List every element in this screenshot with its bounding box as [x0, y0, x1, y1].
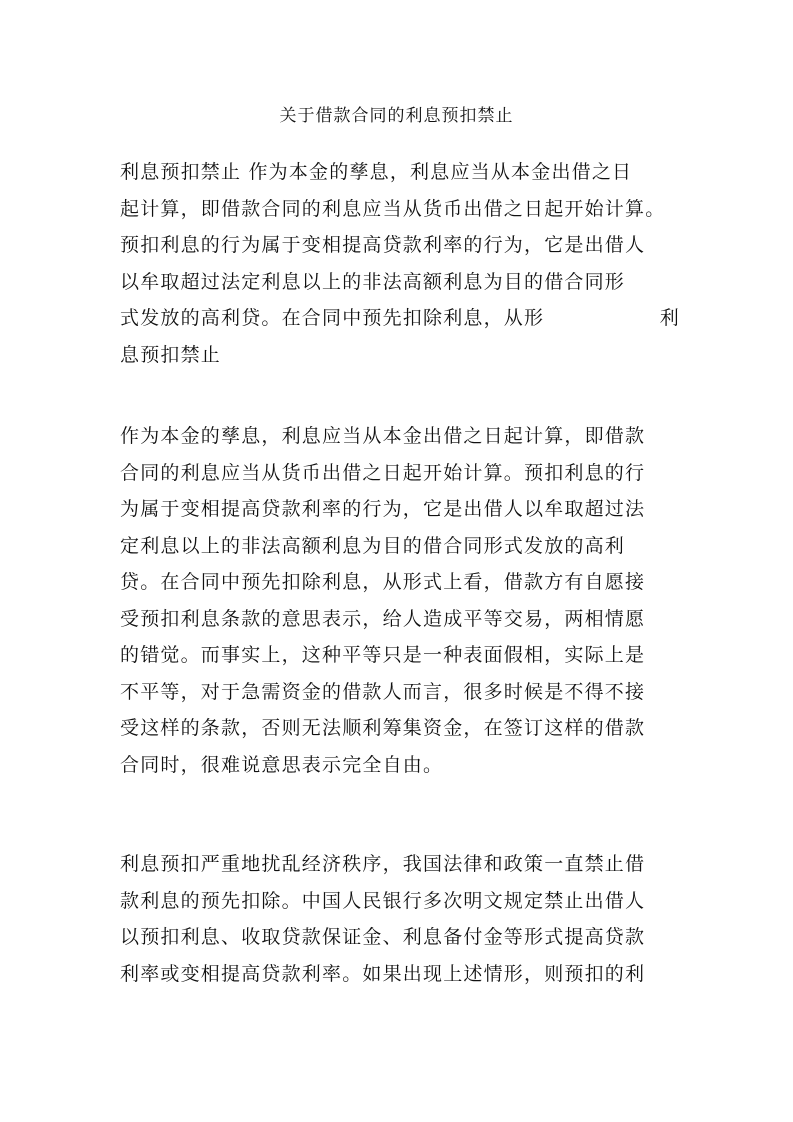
paragraph-3-line: 利息预扣严重地扰乱经济秩序，我国法律和政策一直禁止借: [120, 853, 646, 875]
paragraph-1-line-right: 利: [659, 307, 680, 329]
paragraph-2-line: 受这样的条款，否则无法顺利筹集资金，在签订这样的借款: [120, 717, 646, 739]
paragraph-1-line: 利息预扣禁止 作为本金的孳息，利息应当从本金出借之日: [120, 161, 633, 183]
paragraph-1-line-left: 式发放的高利贷。在合同中预先扣除利息，从形: [120, 307, 545, 329]
paragraph-3: [120, 846, 680, 992]
paragraph-3-line: 款利息的预先扣除。中国人民银行多次明文规定禁止出借人: [120, 889, 646, 912]
document-title: 关于借款合同的利息预扣禁止: [279, 106, 514, 126]
paragraph-2-line: 不平等，对于急需资金的借款人而言，很多时候是不得不接: [120, 680, 646, 703]
paragraph-2-line: 作为本金的孳息，利息应当从本金出借之日起计算，即借款: [120, 425, 646, 447]
paragraph-2-line: 为属于变相提高贷款利率的行为，它是出借人以牟取超过法: [120, 498, 646, 520]
paragraph-1: [120, 154, 680, 373]
paragraph-1-line: 息预扣禁止: [120, 343, 222, 366]
paragraph-2-line: 的错觉。而事实上，这种平等只是一种表面假相，实际上是: [120, 644, 646, 666]
paragraph-2-line: 合同的利息应当从货币出借之日起开始计算。预扣利息的行: [120, 461, 646, 484]
paragraph-2-line: 贷。在合同中预先扣除利息，从形式上看，借款方有自愿接: [120, 571, 646, 593]
paragraph-2-line: 合同时，很难说意思表示完全自由。: [120, 753, 444, 776]
paragraph-2-line: 受预扣利息条款的意思表示，给人造成平等交易，两相情愿: [120, 607, 646, 630]
paragraph-1-line: 起计算，即借款合同的利息应当从货币出借之日起开始计算。: [120, 197, 666, 220]
paragraph-2: [120, 418, 680, 783]
paragraph-3-line: 利率或变相提高贷款利率。如果出现上述情形，则预扣的利: [120, 962, 646, 985]
paragraph-1-line: 预扣利息的行为属于变相提高贷款利率的行为，它是出借人: [120, 234, 646, 256]
paragraph-2-line: 定利息以上的非法高额利息为目的借合同形式发放的高利: [120, 534, 626, 557]
paragraph-1-line: 以牟取超过法定利息以上的非法高额利息为目的借合同形: [120, 270, 626, 293]
paragraph-1-split-line: [120, 300, 680, 337]
paragraph-3-line: 以预扣利息、收取贷款保证金、利息备付金等形式提高贷款: [120, 926, 646, 948]
